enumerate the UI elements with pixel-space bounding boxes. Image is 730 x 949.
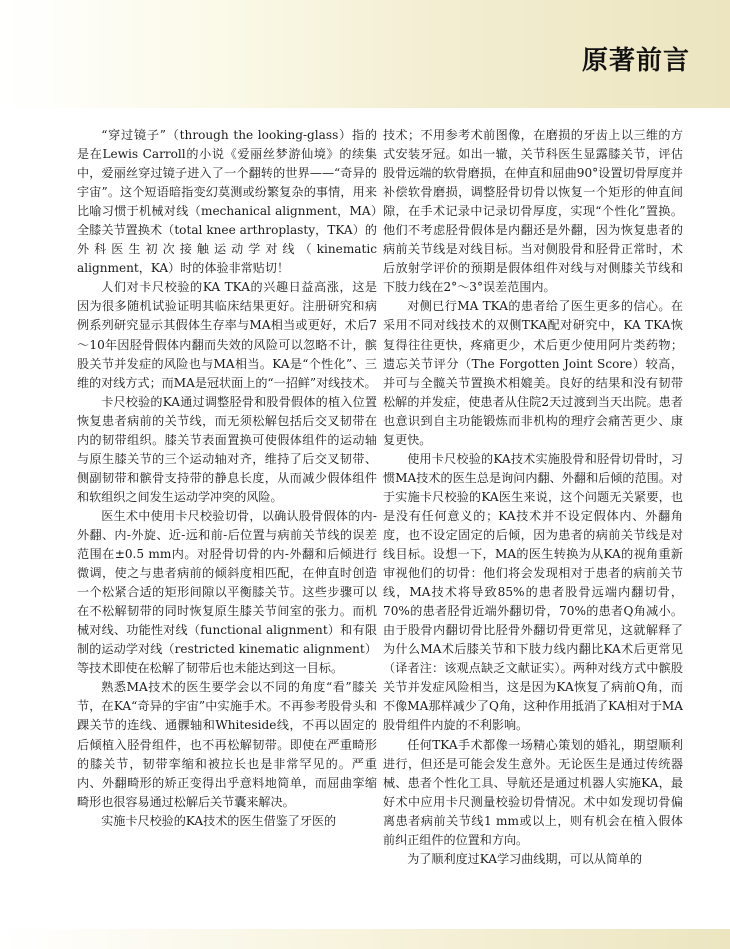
footer-band [0,929,730,949]
right-column [383,126,683,869]
page-title: 原著前言 [581,46,690,76]
paragraph: 对侧已行MA TKA的患者给了医生更多的信心。在采用不同对线技术的双侧TKA配对研究中，KA TKA恢复得往往更快，疼痛更少，术后更少使用阿片类药物；遗忘关节评分（The Forgotten Joint Score）较高，并可与全髋关节置换术相媲美。良好的结果和没有韧带松解的并发症，使患者从住院2天过渡到当天出院。患者也意识到自主功能锻炼而非机构的理疗会痛苦更少、康复更快。 [383,299,683,447]
paragraph: 技术；不用参考术前图像，在磨损的牙齿上以三维的方式安装牙冠。如出一辙，关节科医生显露膝关节，评估股骨远端的软骨磨损，在伸直和屈曲90°设置切骨厚度并补偿软骨磨损，调整胫骨切骨以恢复一个矩形的伸直间隙，在手术记录中记录切骨厚度，实现“个性化”置换。他们不考虑胫骨假体是内翻还是外翻，因为恢复患者的病前关节线是对线目标。当对侧股骨和胫骨正常时，术后放射学评价的预期是假体组件对线与对侧膝关节线和下肢力线在2°～3°误差范围内。 [383,128,683,295]
paragraph: 任何TKA手术都像一场精心策划的婚礼，期望顺利进行，但还是可能会发生意外。无论医生是通过传统器械、患者个性化工具、导航还是通过机器人实施KA，最好术中应用卡尺测量校验切骨情况。术中如发现切骨偏离患者病前关节线1 mm或以上，则有机会在植入假体前纠正组件的位置和方向。 [383,737,683,847]
left-column [77,126,377,831]
paragraph: 熟悉MA技术的医生要学会以不同的角度“看”膝关节，在KA“奇异的宇宙”中实施手术。不再参考股骨头和踝关节的连线、通髁轴和Whiteside线，不再以固定的后倾植入胫骨组件，也不再松解韧带。即使在严重畸形的膝关节，韧带挛缩和被拉长也是非常罕见的。严重内、外翻畸形的矫正变得出乎意料地简单，而屈曲挛缩畸形也很容易通过松解后关节囊来解决。 [77,680,377,809]
paragraph: 为了顺利度过KA学习曲线期，可以从简单的 [407,851,643,866]
paragraph: 卡尺校验的KA通过调整胫骨和股骨假体的植入位置恢复患者病前的关节线，而无须松解包括后交叉韧带在内的韧带组织。膝关节表面置换可使假体组件的运动轴与原生膝关节的三个运动轴对齐，维持了后交叉韧带、侧副韧带和髌骨支持带的静息长度，从而减少假体组件和软组织之间发生运动学冲突的风险。 [77,394,377,504]
paragraph: 医生术中使用卡尺校验切骨，以确认股骨假体的内-外翻、内-外旋、近-远和前-后位置与病前关节线的误差范围在±0.5 mm内。对胫骨切骨的内-外翻和后倾进行微调，使之与患者病前的倾斜度相匹配，在伸直时创造一个松紧合适的矩形间隙以平衡膝关节。这些步骤可以在不松解韧带的同时恢复原生膝关节间室的张力。而机械对线、功能性对线（functional alignment）和有限制的运动学对线（restricted kinematic alignment）等技术即使在松解了韧带后也未能达到这一目标。 [77,508,377,676]
paragraph: 人们对卡尺校验的KA TKA的兴趣日益高涨，这是因为很多随机试验证明其临床结果更好。注册研究和病例系列研究显示其假体生存率与MA相当或更好，术后7～10年因胫骨假体内翻而失效的风险可以忽略不计，髌股关节并发症的风险也与MA相当。KA是“个性化”、三维的对线方式；而MA是冠状面上的“一招鲜”对线技术。 [77,280,377,390]
paragraph: 使用卡尺校验的KA技术实施股骨和胫骨切骨时，习惯MA技术的医生总是询问内翻、外翻和后倾的范围。对于实施卡尺校验的KA医生来说，这个问题无关紧要，也是没有任何意义的；KA技术并不设定假体内、外翻角度，也不设定固定的后倾，因为患者的病前关节线是对线目标。设想一下，MA的医生转换为从KA的视角重新审视他们的切骨：他们将会发现相对于患者的病前关节线，MA技术将导致85%的患者股骨远端内翻切骨，70%的患者胫骨近端外翻切骨，70%的患者Q角减小。由于股骨内翻切骨比胫骨外翻切骨更常见，这就解释了为什么MA术后膝关节和下肢力线内翻比KA术后更常见（译者注：该观点缺乏文献证实）。两种对线方式中髌股关节并发症风险相当，这是因为KA恢复了病前Q角，而不像MA那样减少了Q角，这种作用抵消了KA相对于MA股骨组件内旋的不利影响。 [383,451,683,733]
paragraph: “穿过镜子”（through the looking-glass）指的是在Lewis Carroll的小说《爱丽丝梦游仙境》的续集中，爱丽丝穿过镜子进入了一个翻转的世界——“奇异的宇宙”。这个短语暗指变幻莫测或纷繁复杂的事情，用来比喻习惯于机械对线（mechanical alignment，MA）全膝关节置换术（total knee arthroplasty，TKA）的外科医生初次接触运动学对线（kinematic alignment，KA）时的体验非常贴切！ [77,128,377,276]
paragraph: 实施卡尺校验的KA技术的医生借鉴了牙医的 [101,813,337,828]
